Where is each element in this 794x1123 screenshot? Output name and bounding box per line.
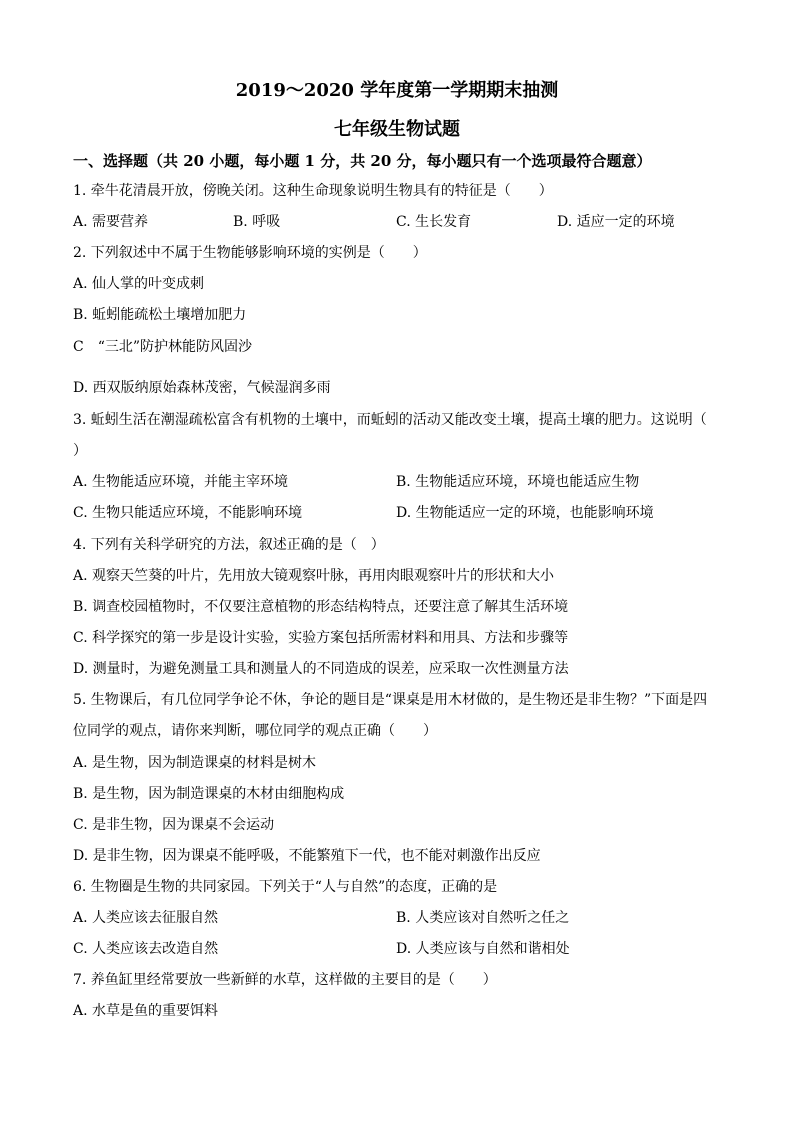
question-2-stem: 2. 下列叙述中不属于生物能够影响环境的实例是（ ） [73, 245, 427, 261]
question-1-option-a: A. 需要营养 [73, 214, 149, 230]
section-heading: 一、选择题（共 20 小题，每小题 1 分，共 20 分，每小题只有一个选项最符合题意） [73, 152, 652, 170]
question-5-option-c: C. 是非生物，因为课桌不会运动 [73, 817, 275, 833]
question-5-option-d: D. 是非生物，因为课桌不能呼吸，不能繁殖下一代，也不能对刺激作出反应 [73, 848, 541, 864]
question-1-option-b: B. 呼吸 [233, 214, 281, 230]
question-7-option-a: A. 水草是鱼的重要饵料 [73, 1003, 219, 1019]
question-4-option-c: C. 科学探究的第一步是设计实验，实验方案包括所需材料和用具、方法和步骤等 [73, 630, 569, 646]
question-3-option-d: D. 生物能适应一定的环境，也能影响环境 [396, 505, 654, 521]
question-1-option-d: D. 适应一定的环境 [557, 214, 675, 230]
page-subtitle: 七年级生物试题 [334, 119, 460, 140]
question-2-option-b: B. 蚯蚓能疏松土壤增加肥力 [73, 307, 247, 323]
question-4-option-b: B. 调查校园植物时，不仅要注意植物的形态结构特点，还要注意了解其生活环境 [73, 599, 569, 615]
question-3-option-c: C. 生物只能适应环境，不能影响环境 [73, 505, 303, 521]
page-title: 2019～2020 学年度第一学期期末抽测 [235, 80, 559, 101]
question-2-option-a: A. 仙人掌的叶变成刺 [73, 276, 205, 292]
question-3-stem-end: ） [73, 443, 87, 459]
question-5-stem: 5. 生物课后，有几位同学争论不休，争论的题目是“课桌是用木材做的，是生物还是非生物？”下面是四 [73, 692, 708, 708]
question-5-stem-cont: 位同学的观点，请你来判断，哪位同学的观点正确（ ） [73, 723, 437, 739]
question-3-option-a: A. 生物能适应环境，并能主宰环境 [73, 474, 289, 490]
question-4-option-a: A. 观察天竺葵的叶片，先用放大镜观察叶脉，再用肉眼观察叶片的形状和大小 [73, 568, 555, 584]
question-7-stem: 7. 养鱼缸里经常要放一些新鲜的水草，这样做的主要目的是（ ） [73, 972, 497, 988]
question-1-option-c: C. 生长发育 [396, 214, 472, 230]
question-6-stem: 6. 生物圈是生物的共同家园。下列关于“人与自然”的态度，正确的是 [73, 879, 498, 895]
question-6-option-c: C. 人类应该去改造自然 [73, 941, 219, 957]
question-5-option-b: B. 是生物，因为制造课桌的木材由细胞构成 [73, 786, 345, 802]
question-3-stem: 3. 蚯蚓生活在潮湿疏松富含有机物的土壤中，而蚯蚓的活动又能改变土壤，提高土壤的肥力。这说明（ [73, 412, 707, 428]
question-1-stem: 1. 牵牛花清晨开放，傍晚关闭。这种生命现象说明生物具有的特征是（ ） [73, 183, 553, 199]
question-3-option-b: B. 生物能适应环境，环境也能适应生物 [396, 474, 640, 490]
question-6-option-d: D. 人类应该与自然和谐相处 [396, 941, 570, 957]
question-6-option-a: A. 人类应该去征服自然 [73, 910, 219, 926]
question-5-option-a: A. 是生物，因为制造课桌的材料是树木 [73, 755, 317, 771]
question-4-option-d: D. 测量时，为避免测量工具和测量人的不同造成的误差，应采取一次性测量方法 [73, 661, 569, 677]
question-6-option-b: B. 人类应该对自然听之任之 [396, 910, 570, 926]
question-2-option-d: D. 西双版纳原始森林茂密，气候湿润多雨 [73, 380, 331, 396]
question-2-option-c: C “三北”防护林能防风固沙 [73, 339, 253, 355]
question-4-stem: 4. 下列有关科学研究的方法，叙述正确的是（ ） [73, 537, 385, 553]
